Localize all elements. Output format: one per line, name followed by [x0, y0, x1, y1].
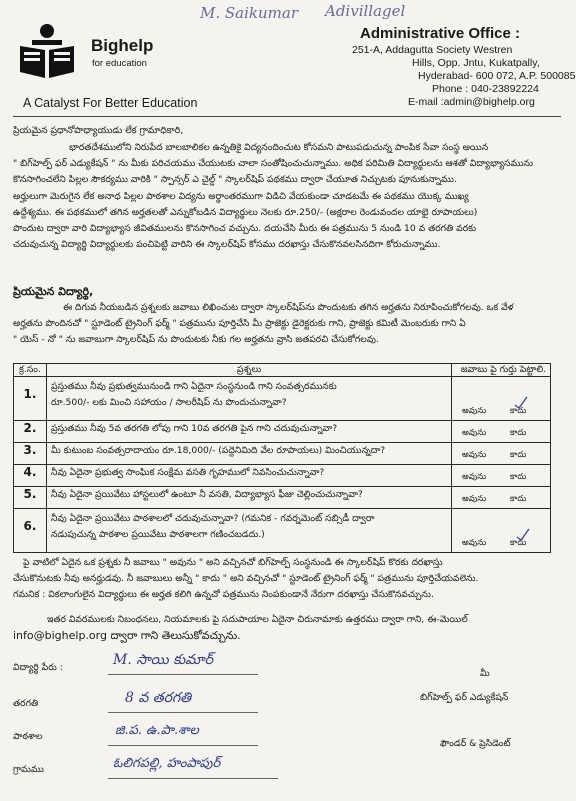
answer-cell[interactable]: [452, 443, 551, 465]
handwritten-name: M. Saikumar: [200, 4, 298, 22]
row-question: నీవు ఏదైనా ప్రయివేటు హాస్టలులో ఉంటూ నీ వసతి, విద్యాభ్యాస ఫీజు చెల్లించుచున్నావా?: [47, 487, 452, 509]
contact-line: info@bighelp.org ద్వారా గాని తెలుసుకోవచ్చును.: [13, 629, 241, 643]
answer-yes[interactable]: అవును: [462, 538, 487, 548]
contact-paragraph: [13, 612, 558, 644]
field-underline: [108, 674, 258, 675]
logo-subtitle: for education: [92, 58, 147, 69]
row-number: 2.: [14, 421, 47, 443]
answer-yes[interactable]: అవును: [462, 428, 487, 438]
table-row: [14, 377, 551, 421]
office-address-1: 251-A, Addagutta Society Westren: [352, 44, 513, 56]
tagline: A Catalyst For Better Education: [23, 96, 198, 110]
row-number: 5.: [14, 487, 47, 509]
table-row: [14, 487, 551, 509]
note-line: గమనిక : వికలాంగులైన విద్యార్థులు ఈ అర్హత కలిగి ఉన్నచో పత్రమును నింపకుండానే నేరుగా దరఖాస్తు చేసుకొనవచ్చును.: [13, 589, 434, 601]
answer-no[interactable]: కాదు: [510, 538, 527, 548]
office-address-3: Hyderabad- 600 072, A.P. 500085: [418, 70, 576, 82]
office-title: Administrative Office :: [360, 25, 521, 42]
student-line: ఈ దిగువ నీయబడిన ప్రశ్నలకు జవాబు లిఖించుట ద్వారా స్కాలర్‌షిప్‌ను పొందుటకు తగిన అర్హతను నిరూపించుకోగలవు. ఒక వేళ: [63, 302, 514, 313]
office-email: E-mail :admin@bighelp.org: [408, 96, 535, 108]
answer-no[interactable]: కాదు: [510, 406, 527, 416]
field-value-school[interactable]: జి.ప. ఉ.పా.శాల: [115, 723, 199, 738]
answer-yes[interactable]: అవును: [462, 450, 487, 460]
contact-line: ఇతర వివరములకు నిబంధనలు, నియమాలకు పై సదుపాయాల ఏదైనా చిరునామాకు ఉత్తరము ద్వారా గాని, ఈ-మెయిల్: [47, 614, 468, 625]
intro-paragraph: [13, 140, 558, 253]
intro-line: పొందుట ద్వారా వారి విద్యాభ్యాస జీవితములను కొనసాగించ వచ్చును. దయచేసి మీరు ఈ పత్రమును 5 నుండి 10 వ తరగతి వరకు: [13, 223, 477, 235]
tick-mark-icon: [516, 528, 530, 542]
field-row: [13, 754, 333, 784]
eligibility-table: [13, 363, 551, 553]
salutation-headmaster: ప్రియమైన ప్రధానోపాధ్యాయుడు లేక గ్రామాధికారి,: [13, 125, 184, 136]
field-label-village: గ్రామము: [13, 764, 44, 775]
answer-no[interactable]: కాదు: [510, 450, 527, 460]
answer-cell[interactable]: [452, 465, 551, 487]
field-underline: [108, 712, 258, 713]
bighelp-logo-icon: [16, 22, 78, 82]
answer-yes[interactable]: అవును: [462, 494, 487, 504]
field-row: [13, 721, 333, 751]
header-divider: [13, 116, 561, 117]
logo: [16, 22, 156, 82]
intro-line: ఉద్దేశ్యము. ఈ పథకములో తగిన అర్హతలతో ఎన్నుకోబడిన విద్యార్థులు నెలకు రూ.250/- (అక్షరాల రెండువందల యాభై రూపాయలు): [13, 206, 478, 218]
row-number: 3.: [14, 443, 47, 465]
student-line: అర్హతను పొందినచో " స్టూడెంట్ ట్రైనింగ్ ఫర్మ్ " పత్రమును పూర్తిచేసి మీ ప్రాజెక్టు డైరెక్టరుకు గాని, ప్రాజెక్టు కమిటీ మెంబరుకు గాని ఏ: [13, 318, 466, 330]
office-block: [352, 25, 576, 109]
intro-line: భారతదేశములోని నిరుపేద బాలబాలికల ఉన్నతికై విద్యనందించుట కోసమని పాటుపడుచున్న పాంపిక సేవా సంస్థ అయిన: [69, 142, 489, 153]
table-row: [14, 465, 551, 487]
row-number: 6.: [14, 509, 47, 553]
answer-no[interactable]: కాదు: [510, 428, 527, 438]
table-header-row: [14, 364, 551, 377]
intro-line: కొనసాగించలేని పిల్లల సౌకర్యము వారికి " స్పాన్సర్ ఎ చైల్డ్ " స్కాలర్‌షిప్ పథకము ద్వారా చేయూత నిచ్చుటకు పూనుకున్నాము.: [13, 174, 457, 186]
row-question: ప్రస్తుతము నీవు ప్రభుత్వమునుండి గాని ఏదైనా సంస్థనుండి గాని సంవత్సరమునకు రూ.500/- లకు మించి సహాయం / సాలరీషిప్ ను పొందుచున్నావా?: [47, 377, 452, 421]
field-label-class: తరగతి: [13, 698, 39, 709]
sign-yours: మీ: [480, 668, 490, 679]
student-line: " యెస్ - నో " ను జవాబుగా స్కాలర్‌షిప్ ను పొందుటకు నీకు గల అర్హతను వ్రాసి జతపరచి చేసుకోగలవు.: [13, 334, 379, 346]
answer-no[interactable]: కాదు: [510, 472, 527, 482]
eligibility-note: [13, 555, 558, 604]
student-paragraph: [13, 300, 558, 349]
answer-cell[interactable]: [452, 377, 551, 421]
field-row: [13, 652, 333, 682]
header-answer: జవాబు పై గుర్తు పెట్టాలి.: [452, 364, 551, 377]
answer-yes[interactable]: అవును: [462, 472, 487, 482]
row-question: మీ కుటుంబ సంవత్సరాదాయం రూ.18,000/- (పద్దెనిమిది వేల రూపాయలు) మించియున్నదా?: [47, 443, 452, 465]
row-question: నీవు ఏదైనా ప్రభుత్వ సాంఘిక సంక్షేమ వసతి గృహములో నివసించుచున్నావా?: [47, 465, 452, 487]
field-label-name: విద్యార్థి పేరు :: [13, 662, 63, 673]
field-underline: [108, 778, 278, 779]
field-value-village[interactable]: ఓలిగపల్లి, హంపాపుర్: [113, 756, 221, 771]
table-row: [14, 509, 551, 553]
logo-name: Bighelp: [91, 36, 154, 55]
answer-no[interactable]: కాదు: [510, 494, 527, 504]
sign-organization: బిగ్‌హెల్ప్ ఫర్ ఎడ్యుకేషన్: [420, 692, 509, 703]
sign-designation: ఫౌండర్ & ప్రెసిడెంట్: [440, 738, 511, 749]
row-question: నీవు ఏదైనా ప్రయివేటు పాఠశాలలో చదువుచున్నావా? (గమనిక - గవర్నమెంట్ సబ్సిడీ ద్వారా నడుపుచున్న పాఠశాల ప్రయివేటు పాఠశాలగా గణించబడదు.): [47, 509, 452, 553]
intro-line: చదువుచున్న విద్యార్థి విద్యార్థులకు పంచిపెట్టి వారిని ఈ స్కాలర్‌షిప్ కోసము దరఖాస్తు చేసుకొనవలసినదిగా కోరుచున్నాము.: [13, 239, 441, 251]
salutation-student: ప్రియమైన విద్యార్థి,: [13, 285, 94, 298]
header-sno: క్ర.సం.: [14, 364, 47, 377]
answer-cell[interactable]: [452, 509, 551, 553]
answer-yes[interactable]: అవును: [462, 406, 487, 416]
answer-cell[interactable]: [452, 421, 551, 443]
office-address-2: Hills, Opp. Jntu, Kukatpally,: [412, 57, 540, 69]
office-phone: Phone : 040-23892224: [432, 83, 539, 95]
tick-mark-icon: [514, 396, 528, 410]
header-question: ప్రశ్నలు: [47, 364, 452, 377]
field-value-class[interactable]: 8 వ తరగతి: [125, 690, 192, 706]
row-number: 4.: [14, 465, 47, 487]
row-question: ప్రస్తుతము నీవు 5వ తరగతి లోపు గాని 10వ తరగతి పైన గాని చదువుచున్నావా?: [47, 421, 452, 443]
note-line: చేసుకొనుటకు నీవు అనర్హుడవు. నీ జవాబులు అన్నీ " కాదు " అని వచ్చినచో " స్టూడెంట్ ట్రైనింగ్ ఫర్మ్ " పత్రమును పూర్తిచేయవలెను.: [13, 573, 479, 585]
field-row: [13, 688, 333, 718]
intro-line: " బిగ్‌హెల్ప్ ఫర్ ఎడ్యుకేషన్ " ను మీకు పరిచయము చేయుటకు చాలా సంతోషించుచున్నాము. అధిక పరిమితి విద్యార్థులను ఆశతో విద్యాభ్యాసమును: [13, 158, 534, 170]
handwritten-village: Adivillagel: [325, 2, 406, 20]
table-row: [14, 443, 551, 465]
field-underline: [108, 745, 258, 746]
note-line: పై వాటిలో ఏదైన ఒక ప్రశ్నకు నీ జవాబు " అవును " అని వచ్చినచో బిగ్‌హెల్ప్ సంస్థనుండి ఈ స్కాలర్‌షిప్ కొరకు దరఖాస్తు: [23, 557, 443, 568]
field-value-name[interactable]: M. సాయి కుమార్: [113, 652, 213, 668]
intro-line: అర్హులుగా మెరుగైన లేక అనాధ పిల్లల పాఠశాల విద్యను అర్థాంతరముగా విడిచి వేయకుండా చూడటమే ఈ పథకము యొక్క ముఖ్య: [13, 190, 469, 202]
answer-cell[interactable]: [452, 487, 551, 509]
table-row: [14, 421, 551, 443]
field-label-school: పాఠశాల: [13, 731, 43, 742]
row-number: 1.: [14, 377, 47, 421]
